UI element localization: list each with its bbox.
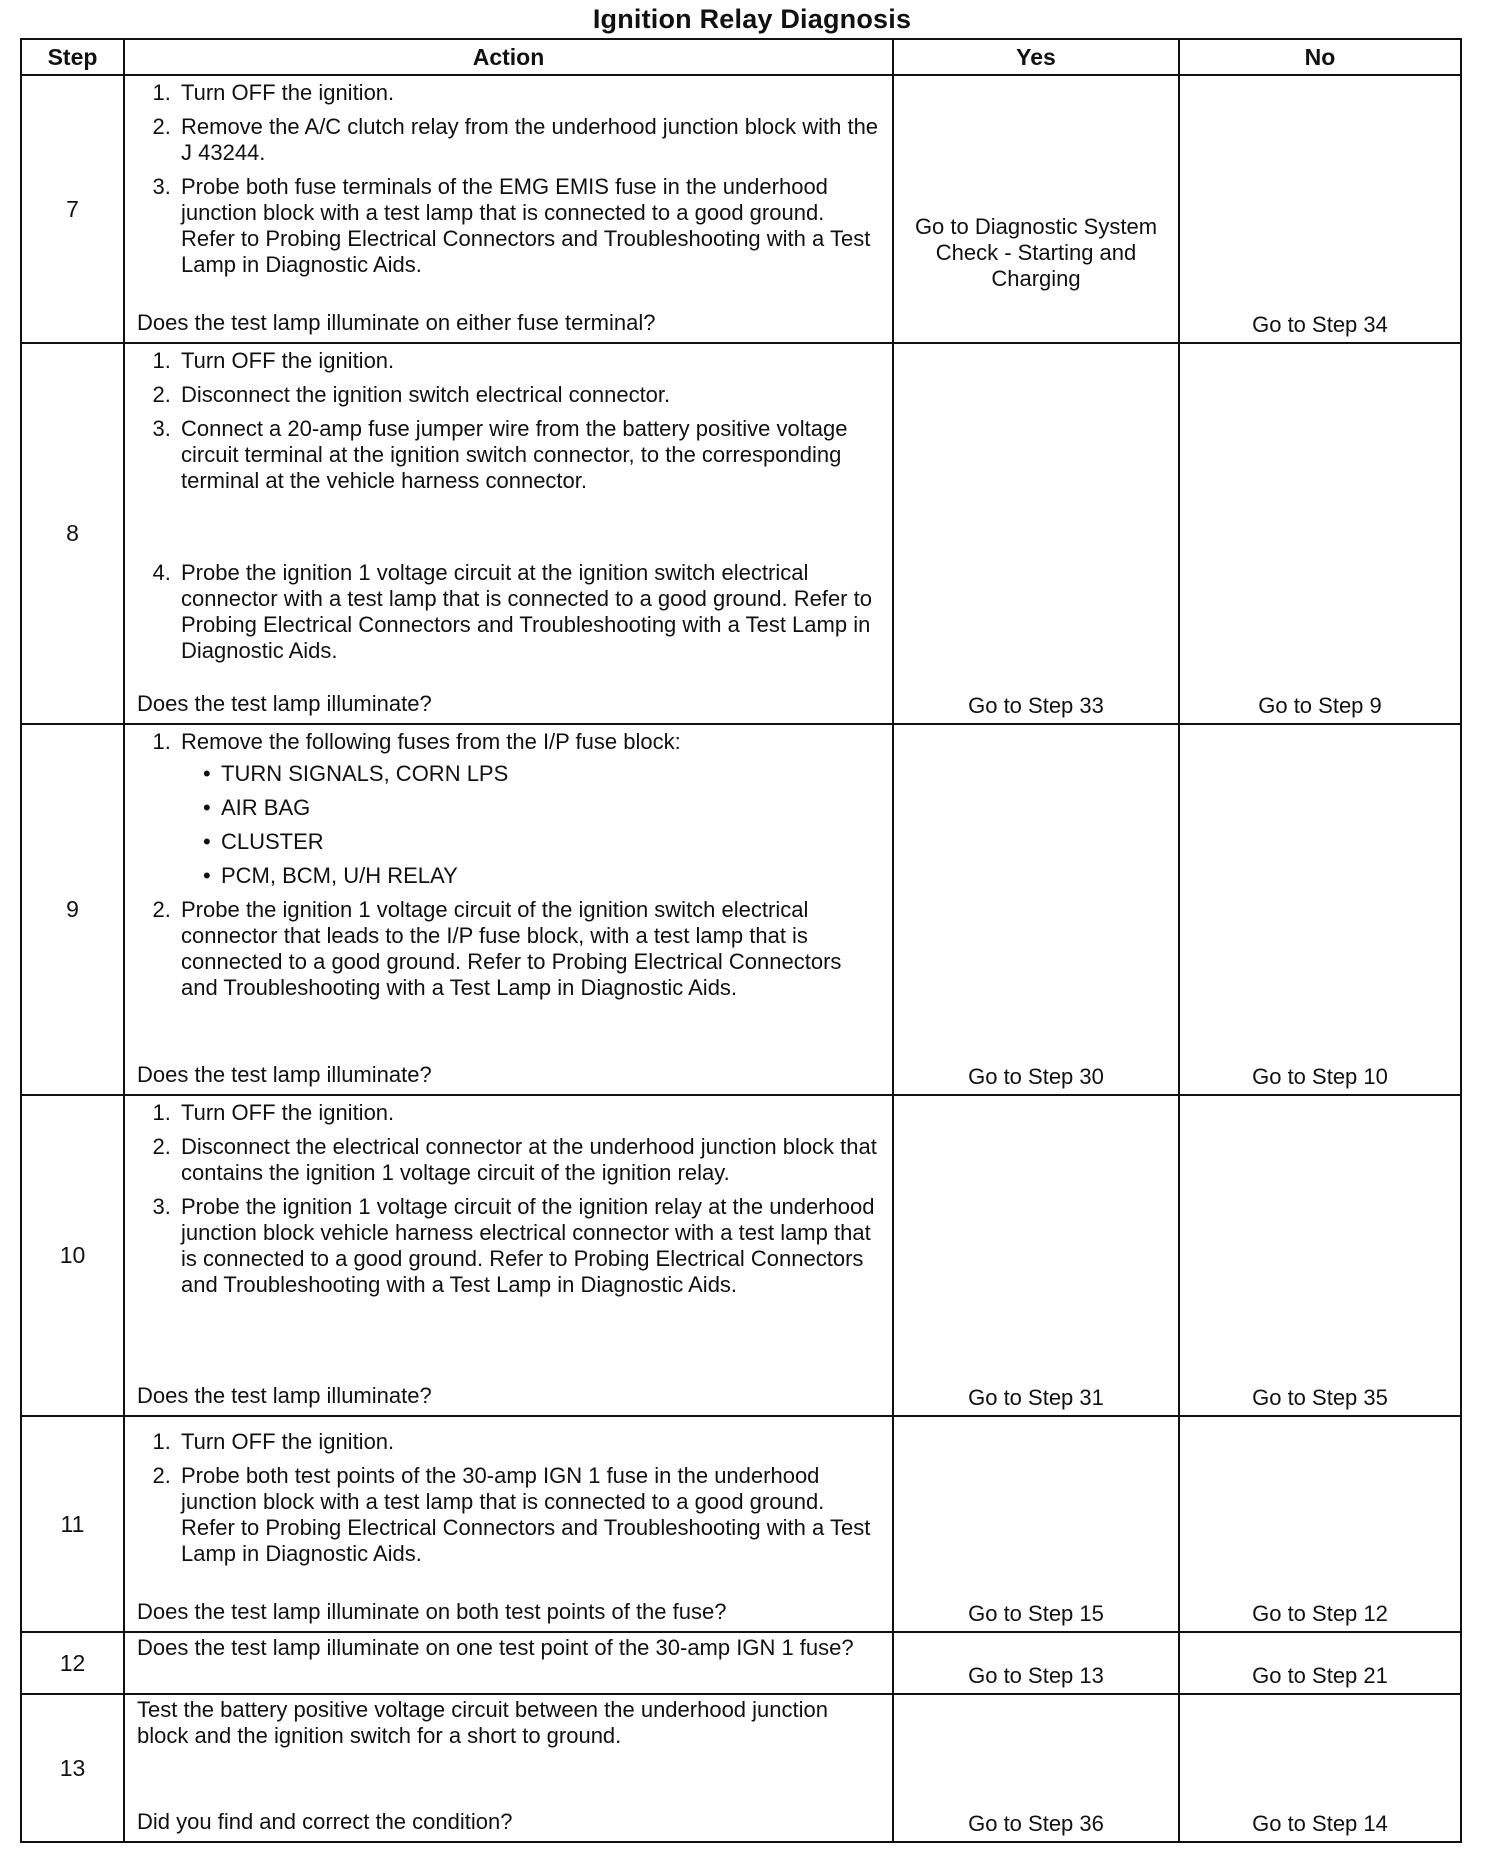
- yes-cell: [893, 1694, 1179, 1842]
- question-text: Did you find and correct the condition?: [137, 1809, 513, 1834]
- table-row: [21, 724, 1461, 1095]
- question-text: Does the test lamp illuminate?: [137, 1062, 432, 1087]
- no-answer: Go to Step 10: [1252, 1064, 1388, 1089]
- action-cell: [124, 75, 893, 343]
- action-item: 2. Disconnect the ignition switch electrical connector.: [177, 382, 882, 408]
- no-answer: Go to Step 35: [1252, 1385, 1388, 1410]
- table-row: [21, 1694, 1461, 1842]
- diagnosis-table: [20, 38, 1462, 1843]
- action-cell: [124, 1416, 893, 1632]
- no-cell: [1179, 724, 1461, 1095]
- action-text: Test the battery positive voltage circuit between the underhood junction block and the ignition switch for a short to ground.: [137, 1697, 828, 1748]
- action-item: 1. Turn OFF the ignition.: [177, 1100, 882, 1126]
- header-yes: Yes: [893, 39, 1179, 75]
- table-row: [21, 1416, 1461, 1632]
- yes-answer: Go to Diagnostic System Check - Starting and Charging: [914, 214, 1158, 291]
- yes-answer: Go to Step 31: [968, 1385, 1104, 1410]
- no-cell: [1179, 1632, 1461, 1694]
- action-item: [177, 729, 882, 889]
- no-answer: Go to Step 12: [1252, 1601, 1388, 1626]
- action-item: 2. Probe both test points of the 30-amp IGN 1 fuse in the underhood junction block with a test lamp that is connected to a good ground. Refer to Probing Electrical Connectors and Troubleshooting with a Test Lamp in Diagnostic Aids.: [177, 1463, 882, 1567]
- action-item: 3. Connect a 20-amp fuse jumper wire from the battery positive voltage circuit terminal at the ignition switch connector, to the corresponding terminal at the vehicle harness connector.: [177, 416, 882, 494]
- table-row: [21, 1632, 1461, 1694]
- no-answer: Go to Step 9: [1258, 693, 1382, 718]
- yes-answer: Go to Step 30: [968, 1064, 1104, 1089]
- list-item: • PCM, BCM, U/H RELAY: [203, 863, 882, 889]
- table-row: [21, 75, 1461, 343]
- action-item: 2. Remove the A/C clutch relay from the underhood junction block with the J 43244.: [177, 114, 882, 166]
- table-row: [21, 343, 1461, 724]
- action-steps: [137, 729, 882, 1009]
- step-number: 11: [21, 1416, 124, 1632]
- action-cell: [124, 1694, 893, 1842]
- action-item: 3. Probe the ignition 1 voltage circuit of the ignition relay at the underhood junction block vehicle harness electrical connector with a test lamp that is connected to a good ground. Refer to Probing Electrical Connectors and Troubleshooting with a Test Lamp in Diagnostic Aids.: [177, 1194, 882, 1298]
- question-text: Does the test lamp illuminate on one test point of the 30-amp IGN 1 fuse?: [137, 1635, 854, 1660]
- action-cell: [124, 724, 893, 1095]
- action-item: 2. Probe the ignition 1 voltage circuit of the ignition switch electrical connector that leads to the I/P fuse block, with a test lamp that is connected to a good ground. Refer to Probing Electrical Connectors and Troubleshooting with a Test Lamp in Diagnostic Aids.: [177, 897, 882, 1001]
- question-text: Does the test lamp illuminate on either fuse terminal?: [137, 310, 656, 335]
- yes-cell: [893, 724, 1179, 1095]
- yes-cell: [893, 1632, 1179, 1694]
- no-cell: [1179, 343, 1461, 724]
- action-cell: [124, 343, 893, 724]
- action-steps: [137, 80, 882, 286]
- yes-cell: [893, 1416, 1179, 1632]
- yes-cell: [893, 343, 1179, 724]
- step-number: 9: [21, 724, 124, 1095]
- action-item: 1. Turn OFF the ignition.: [177, 1429, 882, 1455]
- table-row: [21, 1095, 1461, 1416]
- list-item: • TURN SIGNALS, CORN LPS: [203, 761, 882, 787]
- no-answer: Go to Step 34: [1252, 312, 1388, 337]
- header-action: Action: [124, 39, 893, 75]
- action-item: 4. Probe the ignition 1 voltage circuit at the ignition switch electrical connector with a test lamp that is connected to a good ground. Refer to Probing Electrical Connectors and Troubleshooting with a Test Lamp in Diagnostic Aids.: [177, 560, 882, 664]
- question-text: Does the test lamp illuminate?: [137, 691, 432, 716]
- question-text: Does the test lamp illuminate on both test points of the fuse?: [137, 1599, 727, 1624]
- step-number: 8: [21, 343, 124, 724]
- header-step: Step: [21, 39, 124, 75]
- yes-cell: [893, 1095, 1179, 1416]
- action-cell: [124, 1632, 893, 1694]
- no-cell: [1179, 1095, 1461, 1416]
- yes-answer: Go to Step 33: [968, 693, 1104, 718]
- action-item-text: Remove the following fuses from the I/P fuse block:: [181, 729, 681, 754]
- yes-answer: Go to Step 15: [968, 1601, 1104, 1626]
- step-number: 7: [21, 75, 124, 343]
- fuse-list: [181, 761, 882, 889]
- question-text: Does the test lamp illuminate?: [137, 1383, 432, 1408]
- step-number: 13: [21, 1694, 124, 1842]
- no-cell: [1179, 75, 1461, 343]
- yes-answer: Go to Step 13: [968, 1663, 1104, 1688]
- yes-answer: Go to Step 36: [968, 1811, 1104, 1836]
- action-cell: [124, 1095, 893, 1416]
- header-no: No: [1179, 39, 1461, 75]
- action-steps: [137, 1429, 882, 1575]
- list-item: • CLUSTER: [203, 829, 882, 855]
- step-number: 12: [21, 1632, 124, 1694]
- action-item: 3. Probe both fuse terminals of the EMG EMIS fuse in the underhood junction block with a test lamp that is connected to a good ground. Refer to Probing Electrical Connectors and Troubleshooting with a Test Lamp in Diagnostic Aids.: [177, 174, 882, 278]
- action-item: 1. Turn OFF the ignition.: [177, 80, 882, 106]
- no-answer: Go to Step 21: [1252, 1663, 1388, 1688]
- action-steps: [137, 1100, 882, 1306]
- no-answer: Go to Step 14: [1252, 1811, 1388, 1836]
- action-item: 1. Turn OFF the ignition.: [177, 348, 882, 374]
- list-item: • AIR BAG: [203, 795, 882, 821]
- page-title: Ignition Relay Diagnosis: [592, 4, 912, 34]
- yes-cell: [893, 75, 1179, 343]
- step-number: 10: [21, 1095, 124, 1416]
- action-item: 2. Disconnect the electrical connector at the underhood junction block that contains the ignition 1 voltage circuit of the ignition relay.: [177, 1134, 882, 1186]
- no-cell: [1179, 1694, 1461, 1842]
- action-steps: [137, 348, 882, 672]
- header-row: [21, 39, 1461, 75]
- no-cell: [1179, 1416, 1461, 1632]
